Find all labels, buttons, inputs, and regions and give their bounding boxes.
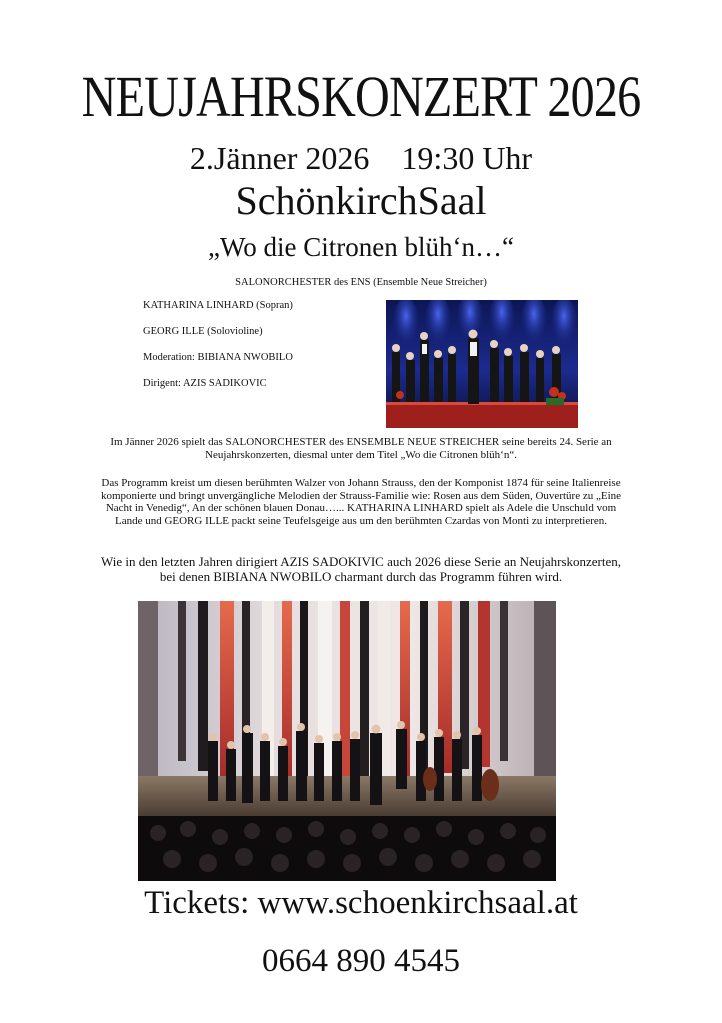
- concert-hall-photo: [138, 601, 556, 881]
- phone-number[interactable]: 0664 890 4545: [262, 943, 460, 979]
- cast-moderation: Moderation: BIBIANA NWOBILO: [143, 352, 293, 363]
- intro-paragraph: Im Jänner 2026 spielt das SALONORCHESTER des ENSEMBLE NEUE STREICHER seine bereits 24. Serie an Neujahrskonzerten, diesmal unter dem Titel „Wo die Citronen blüh‘n“.: [110, 436, 612, 461]
- concert-subtitle: „Wo die Citronen blüh‘n…“: [207, 232, 514, 262]
- venue-name: SchönkirchSaal: [235, 178, 487, 223]
- concert-title: NEUJAHRSKONZERT 2026: [81, 64, 641, 129]
- cast-conductor: Dirigent: AZIS SADIKOVIC: [143, 378, 267, 389]
- orchestra-name: SALONORCHESTER des ENS (Ensemble Neue Streicher): [235, 277, 487, 288]
- cast-violin: GEORG ILLE (Solovioline): [143, 326, 263, 337]
- cast-list: [143, 298, 373, 402]
- program-paragraph: Das Programm kreist um diesen berühmten Walzer von Johann Strauss, den der Komponist 1874 für seine Italienreise komponierte und bringt unvergängliche Melodien der Strauss-Familie wie: Rosen aus dem Süden, Ouvertüre zu „Eine Nacht in Venedig“, An der schönen blauen Donau…... KATHARINA LINHARD spielt als Adele die Unschuld vom Lande und GEORG ILLE packt seine Teufelsgeige aus um den berühmten Czardas von Monti zu interpretieren.: [100, 477, 622, 527]
- cast-soprano: KATHARINA LINHARD (Sopran): [143, 300, 293, 311]
- orchestra-stage-photo: [386, 300, 578, 428]
- closing-paragraph: Wie in den letzten Jahren dirigiert AZIS SADOKIVIC auch 2026 diese Serie an Neujahrskonzerten, bei denen BIBIANA NWOBILO charmant durch das Programm führen wird.: [100, 554, 622, 584]
- date-time: 2.Jänner 2026 19:30 Uhr: [189, 140, 533, 176]
- tickets-url[interactable]: Tickets: www.schoenkirchsaal.at: [144, 885, 578, 921]
